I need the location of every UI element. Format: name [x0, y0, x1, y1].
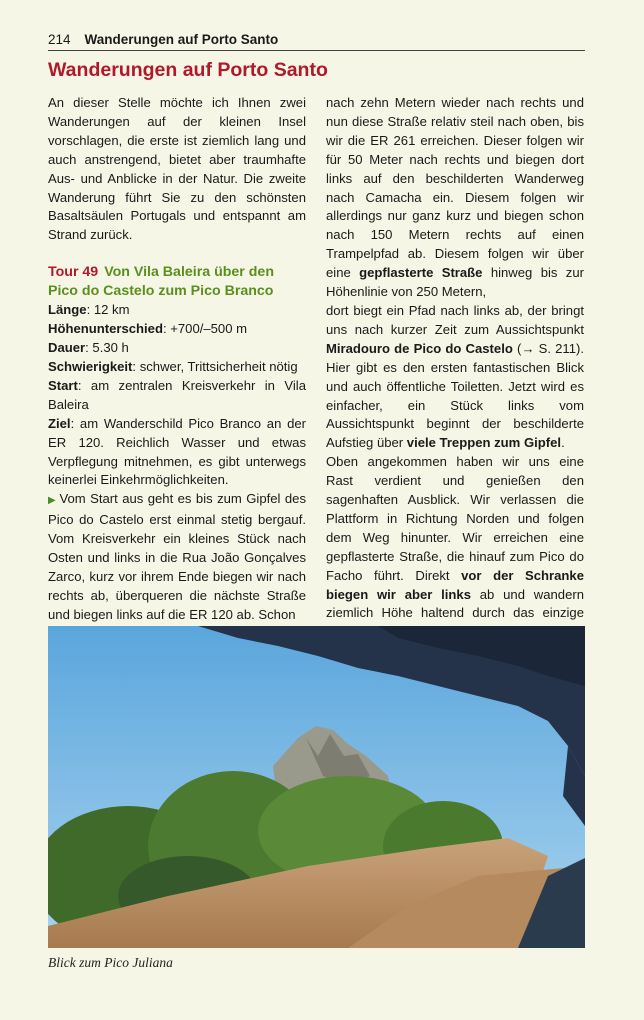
chapter-title: Wanderungen auf Porto Santo: [48, 59, 328, 81]
fact-value: 5.30 h: [92, 340, 129, 356]
right-paragraph-1: [326, 94, 584, 302]
bold-text: vor der Schranke biegen wir aber links: [326, 567, 584, 602]
fact-value: am Wanderschild Pico Branco an der ER 120. Reichlich Wasser und etwas Verpflegung mitnehmen, es gibt unterwegs keinerlei Einkehrmöglichkeiten.: [48, 415, 306, 488]
fact-sep: :: [85, 340, 93, 356]
tour-title: Von Vila Baleira über den Pico do Castelo zum Pico Branco: [48, 264, 274, 300]
text: ab und wandern ziemlich Höhe haltend durch das einzige: [326, 586, 584, 621]
fact-label: Länge: [48, 302, 87, 318]
fact-label: Höhenunterschied: [48, 321, 163, 337]
fact-label: Start: [48, 377, 78, 393]
fact-elevation: [48, 320, 306, 339]
text: nach zehn Metern wieder nach rechts und nun diese Straße relativ steil nach oben, bis wir die ER 261 erreichen. Dieser folgen wir für 50 Meter nach rechts und biegen dort links auf den beschilderten Wanderweg nach Camacha ein. Diesem folgen wir allerdings nur ganz kurz und biegen schon nach 150 Metern rechts auf einen Trampelpfad ab. Diesem folgen wir über eine: [326, 95, 584, 281]
right-column: [326, 94, 584, 642]
text: .: [561, 435, 565, 451]
running-title: Wanderungen auf Porto Santo: [84, 32, 279, 47]
fact-value: schwer, Trittsicherheit nötig: [139, 358, 298, 374]
fact-goal: [48, 415, 306, 491]
fact-value: am zentralen Kreisverkehr in Vila Baleira: [48, 377, 306, 412]
right-paragraph-2: [326, 302, 584, 453]
right-paragraph-3: [326, 453, 584, 642]
page-number: 214: [48, 32, 71, 47]
fact-sep: :: [132, 358, 140, 374]
tour-facts: [48, 301, 306, 490]
fact-sep: :: [70, 415, 80, 431]
route-text: Vom Start aus geht es bis zum Gipfel des Pico do Castelo erst einmal stetig bergauf. Vom Kreisverkehr ein kleines Stück nach Osten und links in die Rua João Gonçalves Zarco, kurz vor ihrem Ende biegen wir nach rechts ab, überqueren die nächste Straße und biegen links auf die ER 120 ab. Schon: [48, 491, 306, 622]
tour-number: Tour 49: [48, 264, 99, 281]
fact-label: Schwierigkeit: [48, 358, 133, 374]
fact-label: Dauer: [48, 340, 86, 356]
route-paragraph: [48, 490, 306, 624]
text: Oben angekommen haben wir uns eine Rast verdient und genießen den sagenhaften Ausblick. Wir verlassen die Plattform in Richtung Norden und folgen dem Weg hinunter. Wir erreichen eine gepflasterte Straße, die hinauf zum Pico do Facho führt. Direkt: [326, 454, 584, 583]
fact-start: [48, 377, 306, 415]
fact-duration: [48, 339, 306, 358]
fact-label: Ziel: [48, 415, 71, 431]
fact-sep: :: [86, 302, 94, 318]
triangle-right-icon: ▶: [48, 495, 57, 507]
text: (→ S. 211). Hier gibt es den ersten fantastischen Blick und auch öffentliche Toiletten. Jetzt wird es einfacher, ein Stück links vom Aussichtspunkt beginnt der beschilderte Aufstieg über: [326, 340, 584, 451]
fact-difficulty: [48, 358, 306, 377]
bold-text: viele Treppen zum Gipfel: [406, 435, 562, 451]
text: hinweg bis zur Höhenlinie von 250 Metern,: [326, 265, 584, 300]
bold-text: gepflasterte Straße: [359, 265, 483, 281]
fact-sep: :: [162, 321, 171, 337]
tour-heading: [48, 263, 306, 301]
fact-value: 12 km: [93, 302, 130, 318]
fact-value: +700/–500 m: [170, 321, 248, 337]
text: dort biegt ein Pfad nach links ab, der bringt uns nach kurzer Zeit zum Aussichtspunkt: [326, 302, 584, 337]
bold-text: Miradouro de Pico do Castelo: [326, 340, 513, 356]
left-column: [48, 94, 306, 625]
fact-length: [48, 301, 306, 320]
intro-paragraph: An dieser Stelle möchte ich Ihnen zwei Wanderungen auf der kleinen Insel vorschlagen, die erste ist ziemlich lang und auch anstrengend, bietet aber traumhafte Aus- und Anblicke in der Natur. Die zweite Wanderung führt Sie zu den schönsten Basaltsäulen Portugals und entspannt am Strand zurück.: [48, 95, 306, 243]
photo-caption: Blick zum Pico Juliana: [48, 955, 173, 970]
running-head: [48, 31, 585, 51]
landscape-photo: [48, 626, 585, 948]
fact-sep: :: [77, 377, 91, 393]
